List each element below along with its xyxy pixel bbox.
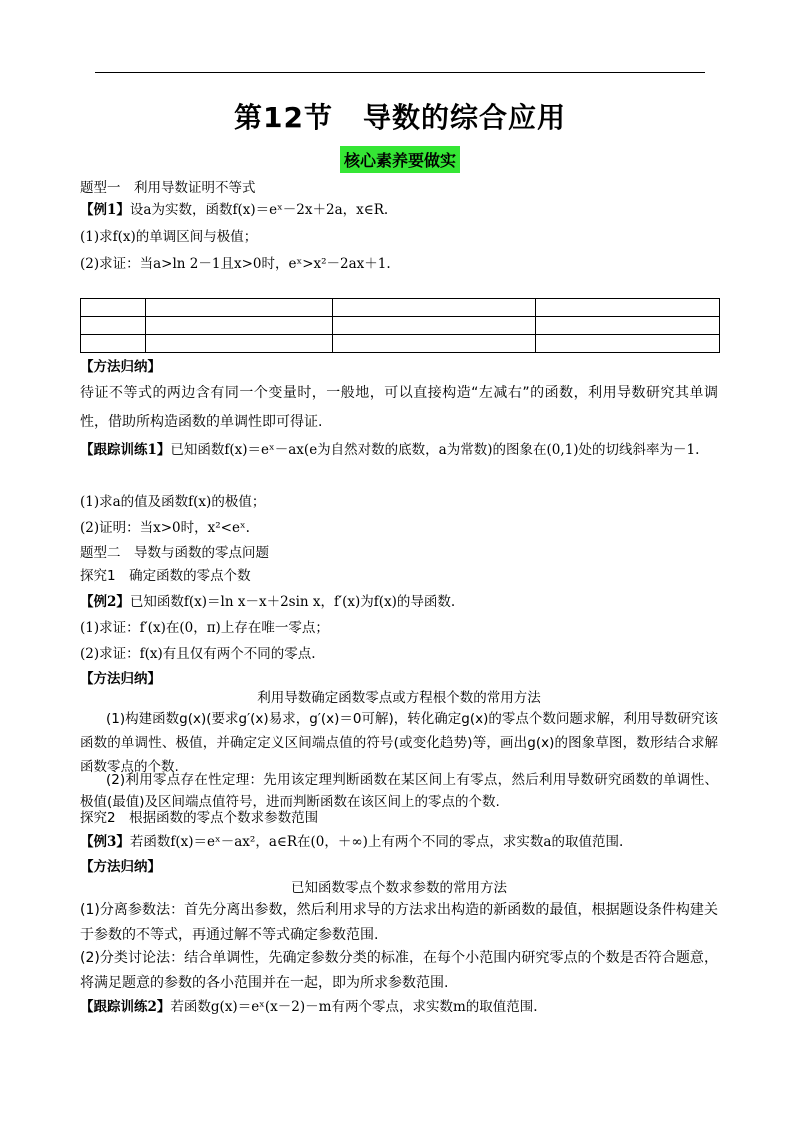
title-topic: 导数的综合应用 bbox=[362, 101, 566, 134]
method3-title: 已知函数零点个数求参数的常用方法 bbox=[291, 880, 507, 896]
core-literacy-badge: 核心素养要做实 bbox=[340, 146, 460, 173]
example2-q2: (2)求证：f(x)有且仅有两个不同的零点. bbox=[80, 646, 316, 662]
example3-stem: 【例3】若函数f(x)＝eˣ－ax²，a∈R在(0，＋∞)上有两个不同的零点，求实数a的取值范围. bbox=[80, 834, 624, 850]
method2-title: 利用导数确定函数零点或方程根个数的常用方法 bbox=[257, 690, 541, 706]
page-title bbox=[0, 96, 800, 136]
method3-p1: (1)分离参数法：首先分离出参数，然后利用求导的方法求出构造的新函数的最值，根据题设条件构建关于参数的不等式，再通过解不等式确定参数范围. bbox=[80, 902, 718, 943]
blank-answer-table bbox=[80, 298, 720, 353]
practice1-q1: (1)求a的值及函数f(x)的极值； bbox=[80, 494, 266, 510]
method1-label: 【方法归纳】 bbox=[80, 359, 161, 375]
method2-p2: (2)利用零点存在性定理：先用该定理判断函数在某区间上有零点，然后利用导数研究函数的单调性、极值(最值)及区间端点值符号，进而判断函数在该区间上的零点的个数. bbox=[80, 772, 718, 810]
method3-p2: (2)分类讨论法：结合单调性，先确定参数分类的标准，在每个小范围内研究零点的个数是否符合题意，将满足题意的参数的各小范围并在一起，即为所求参数范围. bbox=[80, 950, 718, 991]
explore1-heading: 探究1 确定函数的零点个数 bbox=[80, 568, 251, 584]
practice2-label: 【跟踪训练2】 bbox=[80, 999, 171, 1015]
example1-label: 【例1】 bbox=[80, 202, 130, 218]
example1-q1: (1)求f(x)的单调区间与极值； bbox=[80, 229, 258, 245]
practice1-stem: 【跟踪训练1】已知函数f(x)＝eˣ－ax(e为自然对数的底数，a为常数)的图象在(0,1)处的切线斜率为－1. bbox=[80, 442, 700, 458]
example2-label: 【例2】 bbox=[80, 594, 130, 610]
practice1-label: 【跟踪训练1】 bbox=[80, 442, 171, 458]
title-section: 第12节 bbox=[234, 101, 333, 134]
top-rule bbox=[95, 72, 705, 73]
type2-heading: 题型二 导数与函数的零点问题 bbox=[80, 545, 269, 561]
example2-q1: (1)求证：f′(x)在(0，π)上存在唯一零点； bbox=[80, 620, 329, 636]
practice2-stem: 【跟踪训练2】若函数g(x)＝eˣ(x－2)－m有两个零点，求实数m的取值范围. bbox=[80, 999, 538, 1015]
method2-p1: (1)构建函数g(x)(要求g′(x)易求，g′(x)＝0可解)，转化确定g(x)的零点个数问题求解，利用导数研究该函数的单调性、极值，并确定定义区间端点值的符号(或变化趋势)等，画出g(x)的图象草图，数形结合求解函数零点的个数. bbox=[80, 711, 718, 775]
method2-label: 【方法归纳】 bbox=[80, 671, 161, 687]
example3-label: 【例3】 bbox=[80, 834, 130, 850]
method1-text: 待证不等式的两边含有同一个变量时，一般地，可以直接构造“左减右”的函数，利用导数研究其单调性，借助所构造函数的单调性即可得证. bbox=[80, 385, 718, 430]
method3-label: 【方法归纳】 bbox=[80, 859, 161, 875]
explore2-heading: 探究2 根据函数的零点个数求参数范围 bbox=[80, 810, 319, 826]
example1-stem: 【例1】设a为实数，函数f(x)＝eˣ－2x＋2a，x∈R. bbox=[80, 202, 389, 218]
practice1-q2: (2)证明：当x>0时，x²<eˣ. bbox=[80, 520, 250, 536]
type1-heading: 题型一 利用导数证明不等式 bbox=[80, 180, 256, 196]
example1-q2: (2)求证：当a>ln 2－1且x>0时，eˣ>x²－2ax＋1. bbox=[80, 256, 391, 272]
example2-stem: 【例2】已知函数f(x)＝ln x－x＋2sin x，f′(x)为f(x)的导函数. bbox=[80, 594, 456, 610]
